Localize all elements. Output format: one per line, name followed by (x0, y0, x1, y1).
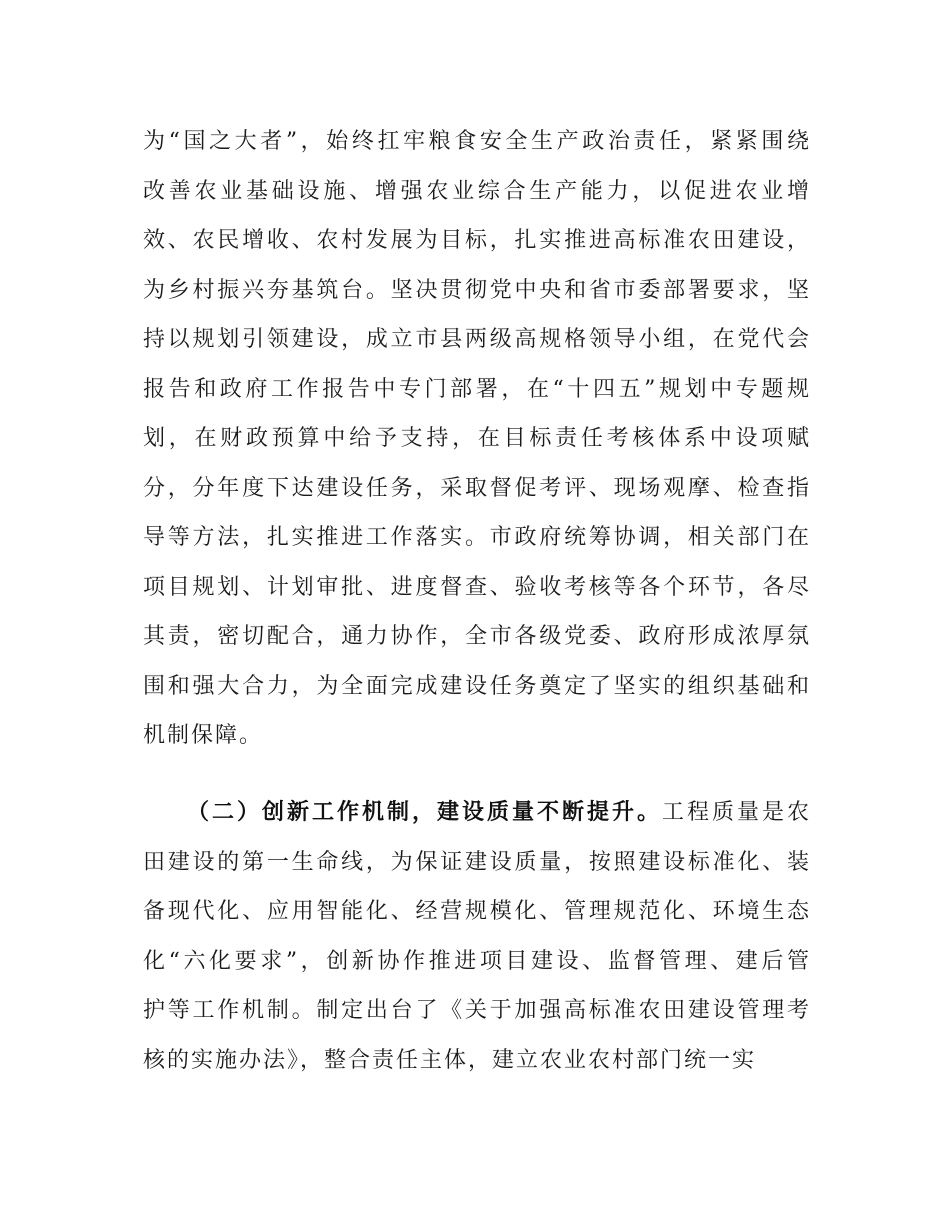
paragraph-2 (143, 788, 811, 1085)
text-line: 效、农民增收、农村发展为目标，扎实推进高标准农田建设， (143, 228, 811, 253)
text-line: 导等方法，扎实推进工作落实。市政府统筹协调，相关部门在 (143, 525, 811, 550)
section-heading: （二）创新工作机制，建设质量不断提升。 (187, 800, 662, 825)
text-line: 划，在财政预算中给予支持，在目标责任考核体系中设项赋 (143, 426, 811, 451)
text-line-last: 机制保障。 (143, 723, 264, 748)
text-line: 改善农业基础设施、增强农业综合生产能力，以促进农业增 (143, 178, 811, 204)
text-line: 项目规划、计划审批、进度督查、验收考核等各个环节，各尽 (143, 574, 811, 600)
text-line: 化“六化要求”，创新协作推进项目建设、监督管理、建后管 (143, 948, 811, 974)
text-line: 核的实施办法》，整合责任主体，建立农业农村部门统一实 (143, 1047, 757, 1073)
text-line: 护等工作机制。制定出台了《关于加强高标准农田建设管理考 (143, 998, 811, 1023)
paragraph-2-first-line (143, 788, 811, 838)
first-line-text: 工程质量是农 (661, 800, 811, 825)
text-line: 其责，密切配合，通力协作，全市各级党委、政府形成浓厚氛 (143, 624, 811, 649)
text-line: 报告和政府工作报告中专门部署，在“十四五”规划中专题规 (143, 376, 811, 402)
text-line: 持以规划引领建设，成立市县两级高规格领导小组，在党代会 (143, 327, 811, 352)
text-line: 田建设的第一生命线，为保证建设质量，按照建设标准化、装 (143, 849, 811, 875)
text-line: 备现代化、应用智能化、经营规模化、管理规范化、环境生态 (143, 899, 811, 924)
text-line: 为“国之大者”，始终扛牢粮食安全生产政治责任，紧紧围绕 (143, 129, 811, 154)
text-line: 围和强大合力，为全面完成建设任务奠定了坚实的组织基础和 (143, 673, 811, 699)
text-line: 为乡村振兴夯基筑台。坚决贯彻党中央和省市委部署要求，坚 (143, 277, 811, 303)
paragraph-1 (143, 117, 811, 761)
text-line: 分，分年度下达建设任务，采取督促考评、现场观摩、检查指 (143, 475, 811, 501)
